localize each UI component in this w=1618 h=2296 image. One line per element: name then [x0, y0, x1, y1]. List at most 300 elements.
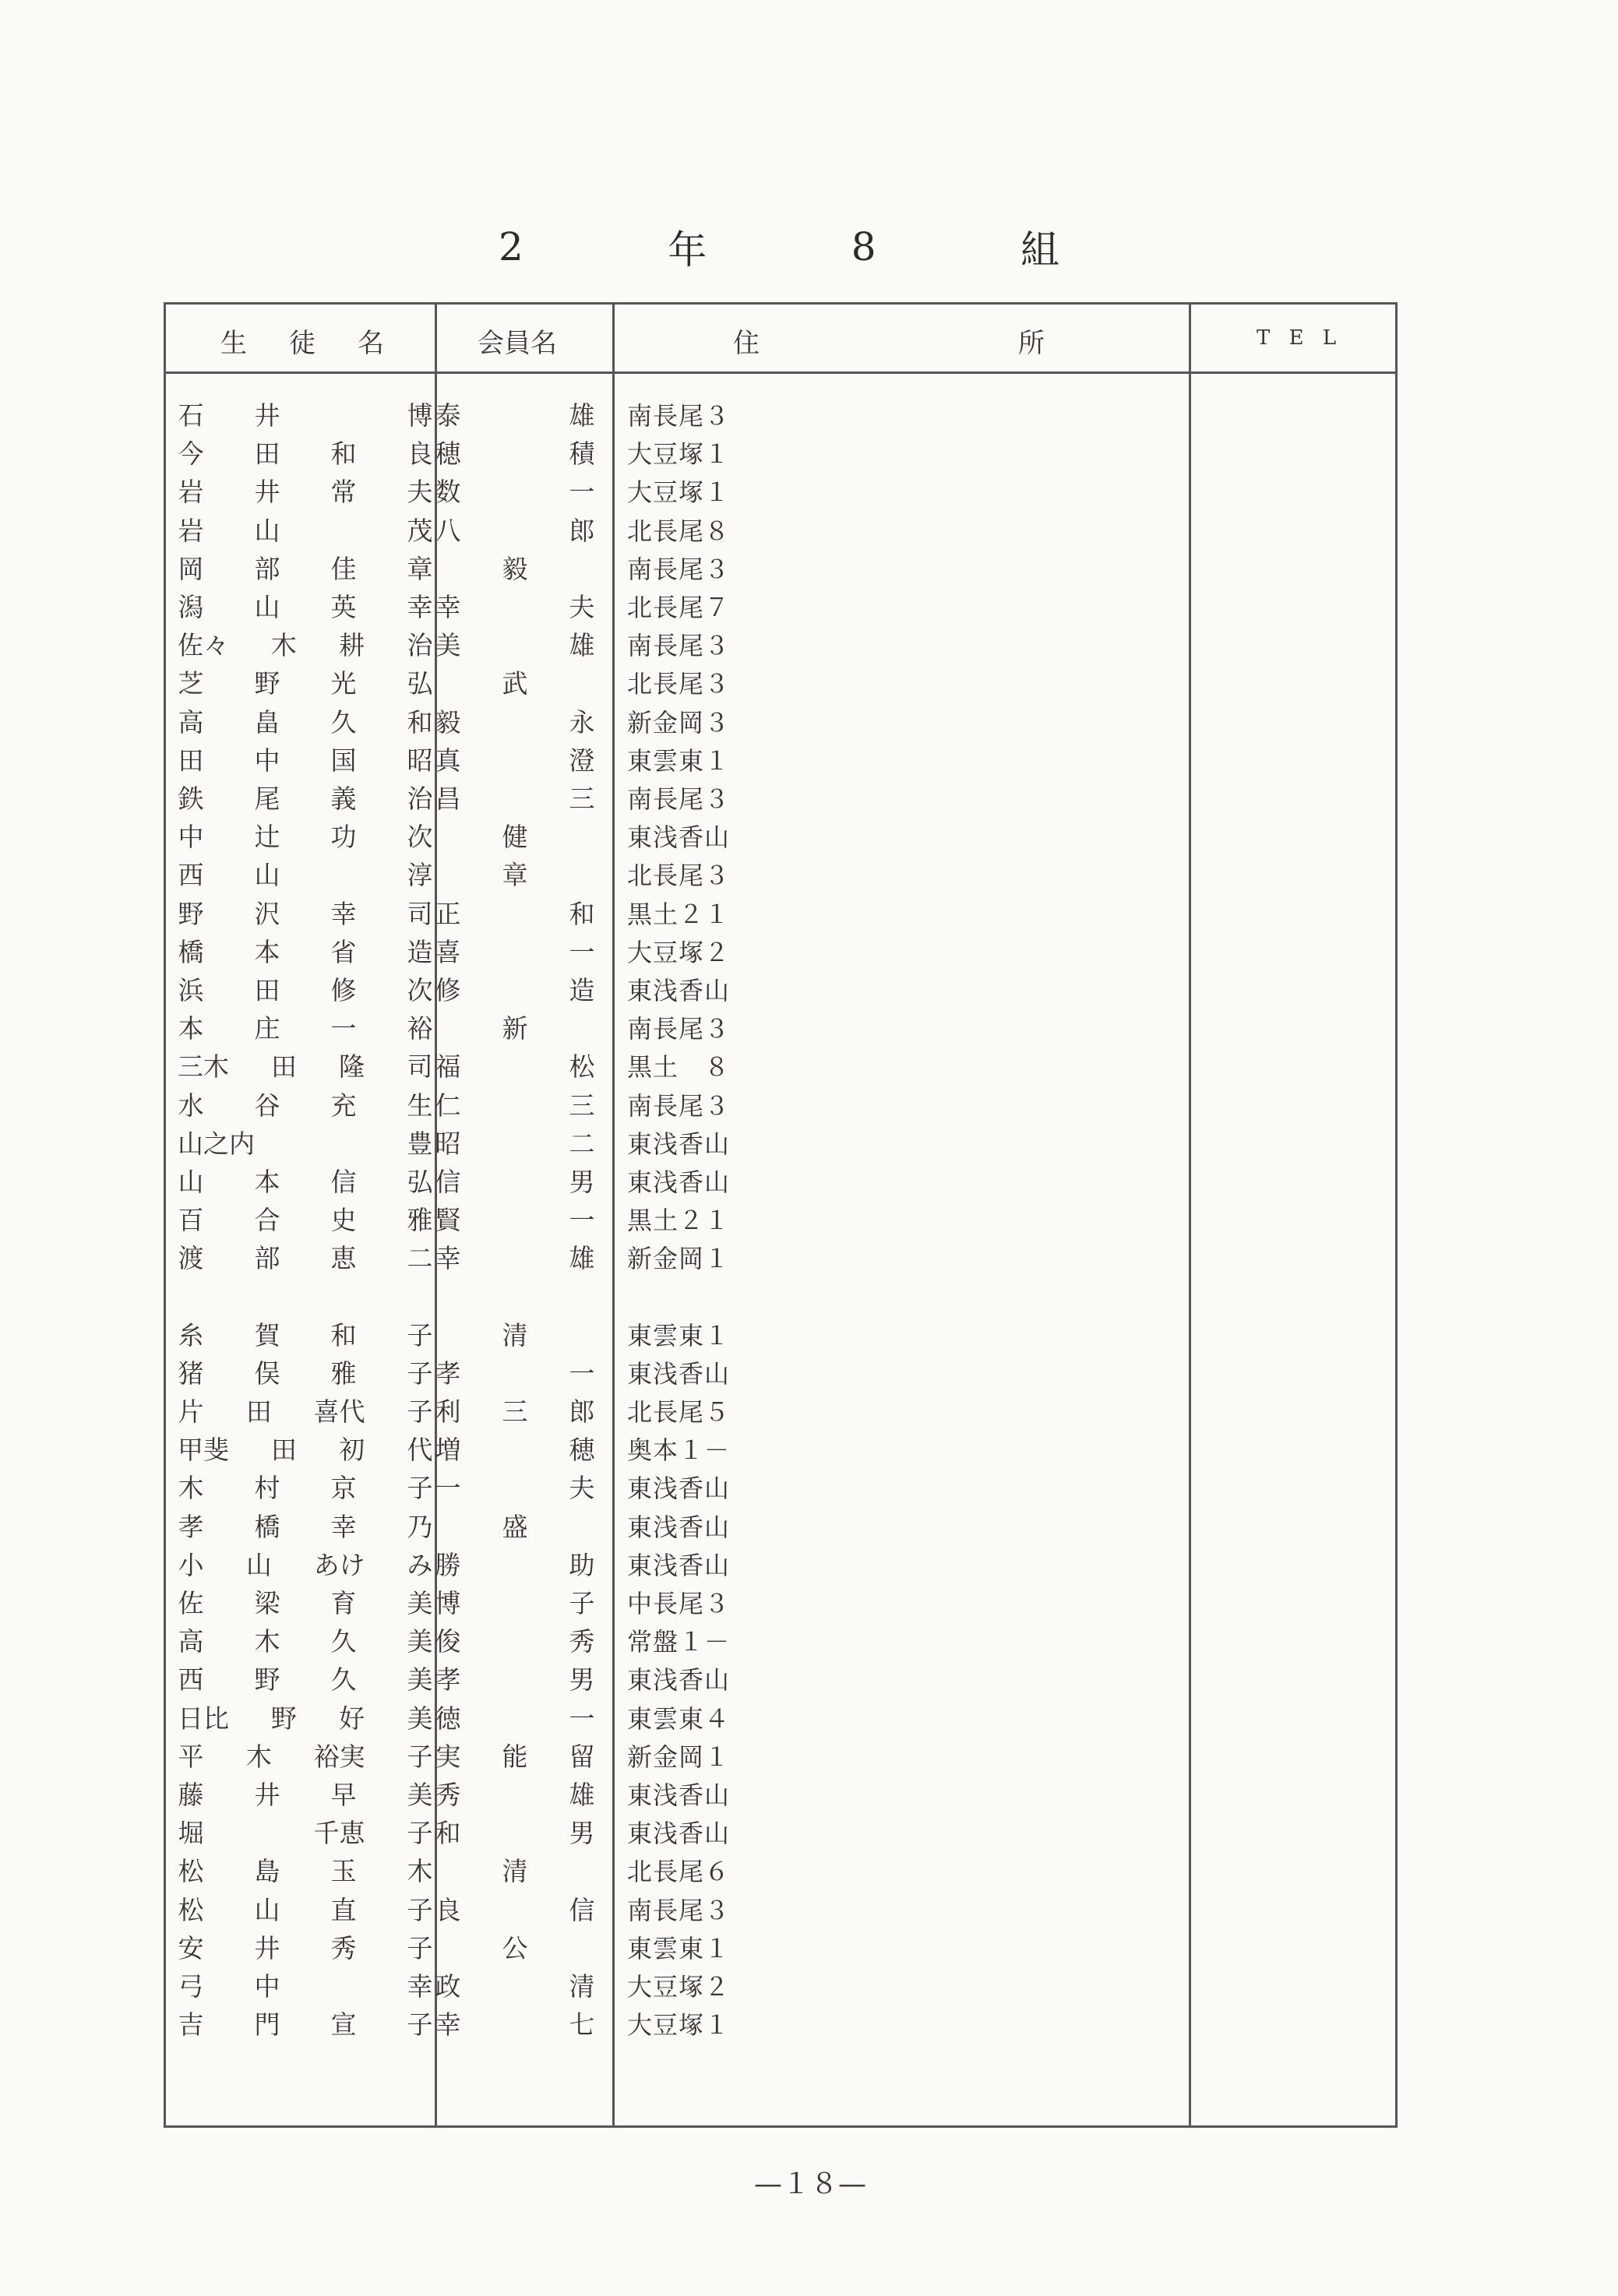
name-part: 義: [330, 784, 357, 814]
name-part: 井: [254, 400, 280, 431]
name-part: 毅: [435, 706, 461, 738]
name-part: [502, 974, 528, 1008]
name-part: 代: [407, 1435, 433, 1466]
student-name: [178, 475, 433, 509]
name-part: 助: [569, 1549, 595, 1580]
student-name: [178, 897, 433, 931]
name-part: 辻: [254, 822, 280, 853]
name-part: 生: [407, 1090, 433, 1121]
member-name: [435, 1548, 595, 1583]
name-part: 子: [407, 1319, 433, 1350]
member-name: [435, 1970, 595, 2004]
address: 東雲東１: [627, 745, 731, 776]
name-part: [502, 629, 528, 663]
address: 北長尾７: [627, 593, 731, 622]
name-part: 治: [407, 784, 433, 814]
member-name: [435, 399, 595, 433]
member-name: [435, 1932, 595, 1966]
name-part: 吉: [178, 2009, 204, 2041]
name-part: 堀: [178, 1818, 204, 1849]
name-part: 初: [339, 1435, 365, 1466]
address: 東浅香山: [627, 1550, 731, 1580]
name-part: 郎: [569, 515, 595, 546]
name-part: 清: [502, 1856, 528, 1887]
name-part: 男: [569, 1664, 595, 1696]
name-part: [569, 1510, 595, 1544]
name-part: 木: [178, 1473, 204, 1504]
name-part: 三木: [178, 1051, 229, 1083]
name-part: 庄: [254, 1013, 280, 1044]
name-part: 俊: [435, 1626, 461, 1657]
name-part: 博: [435, 1588, 461, 1618]
address: 南長尾３: [627, 554, 731, 584]
name-part: 司: [407, 1051, 433, 1083]
address: 東浅香山: [627, 1780, 731, 1810]
name-part: 幸: [330, 898, 357, 929]
name-part: 久: [330, 1664, 357, 1696]
name-part: 美: [407, 1780, 433, 1810]
name-part: [502, 437, 528, 471]
name-part: [569, 858, 595, 893]
name-part: 山: [254, 515, 280, 546]
member-name: [435, 1203, 595, 1238]
name-part: [435, 1012, 461, 1046]
student-name: [178, 1471, 433, 1505]
name-part: 野: [178, 898, 204, 929]
name-part: 島: [254, 1856, 280, 1887]
name-part: 武: [502, 668, 528, 699]
name-part: 西: [178, 1664, 204, 1696]
name-part: 好: [339, 1703, 365, 1734]
name-part: 木: [245, 1741, 272, 1772]
name-part: 子: [407, 1358, 433, 1389]
member-name: [435, 1854, 595, 1889]
member-name: [435, 1663, 595, 1697]
name-part: 橋: [254, 1511, 280, 1542]
name-part: 美: [407, 1664, 433, 1696]
name-part: 史: [330, 1205, 357, 1236]
name-part: 幸: [435, 592, 461, 622]
name-part: [569, 820, 595, 854]
name-part: [502, 1089, 528, 1123]
name-part: 清: [569, 1971, 595, 2002]
name-part: 実: [435, 1741, 461, 1772]
name-part: 章: [502, 860, 528, 891]
address: 南長尾３: [627, 631, 731, 661]
name-part: 正: [435, 898, 461, 929]
name-part: 弓: [178, 1971, 204, 2002]
name-part: 井: [254, 477, 280, 508]
name-part: [330, 1970, 357, 2004]
name-part: 章: [407, 553, 433, 584]
name-part: 部: [254, 1243, 280, 1274]
name-part: 岡: [178, 553, 204, 584]
header-divider: [166, 372, 1395, 374]
name-part: [245, 1816, 272, 1851]
student-name: [178, 1319, 433, 1353]
name-part: 山: [254, 860, 280, 891]
name-part: 山: [254, 1894, 280, 1925]
address: 南長尾３: [627, 1090, 731, 1121]
address: 東雲東１: [627, 1320, 731, 1350]
address: 大豆塚２: [627, 937, 731, 967]
student-name: [178, 514, 433, 548]
name-part: 水: [178, 1090, 204, 1121]
name-part: [435, 1932, 461, 1966]
name-part: 信: [435, 1167, 461, 1197]
name-part: 仁: [435, 1090, 461, 1121]
address: 北長尾８: [627, 516, 731, 546]
name-part: 和: [569, 898, 595, 929]
student-name: [178, 1357, 433, 1391]
name-part: 一: [569, 1358, 595, 1389]
name-part: 和: [330, 438, 357, 470]
name-part: 山: [245, 1549, 272, 1580]
name-part: 潟: [178, 592, 204, 622]
name-part: 久: [330, 1626, 357, 1657]
name-part: 孝: [435, 1358, 461, 1389]
name-part: [502, 935, 528, 970]
student-name: [178, 1893, 433, 1928]
name-part: [502, 706, 528, 740]
name-part: [435, 552, 461, 586]
name-part: 子: [407, 2009, 433, 2041]
name-part: 穂: [569, 1435, 595, 1466]
name-part: 和: [435, 1818, 461, 1849]
name-part: 中: [254, 745, 280, 776]
name-part: 門: [254, 2009, 280, 2041]
name-part: 和: [407, 706, 433, 738]
name-part: 喜: [435, 936, 461, 967]
name-part: 秀: [569, 1626, 595, 1657]
member-name: [435, 1625, 595, 1659]
name-part: 夫: [569, 1473, 595, 1504]
student-name: [178, 1433, 433, 1467]
name-part: 一: [569, 477, 595, 508]
member-name: [435, 1050, 595, 1084]
page-title: [499, 220, 1059, 274]
name-part: 木: [407, 1856, 433, 1887]
name-part: み: [407, 1549, 433, 1580]
address: 東浅香山: [627, 1167, 731, 1197]
name-part: 本: [254, 1167, 280, 1197]
name-part: 小: [178, 1549, 204, 1580]
title-char: 年: [668, 227, 707, 273]
student-name: [178, 1778, 433, 1812]
member-name: [435, 1357, 595, 1391]
student-name: [178, 590, 433, 625]
name-part: 信: [330, 1167, 357, 1197]
name-part: 積: [569, 438, 595, 470]
name-part: 松: [178, 1894, 204, 1925]
name-part: [502, 1433, 528, 1467]
name-part: 耕: [339, 630, 365, 661]
student-name: [178, 437, 433, 471]
address: 南長尾３: [627, 1014, 731, 1044]
name-part: 子: [407, 1818, 433, 1849]
student-name: [178, 1548, 433, 1583]
name-part: 中: [178, 822, 204, 853]
name-part: 裕実: [313, 1741, 365, 1772]
member-name: [435, 1893, 595, 1928]
name-part: 久: [330, 706, 357, 738]
name-part: [287, 1127, 314, 1161]
member-name: [435, 1395, 595, 1429]
name-part: 三: [502, 1396, 528, 1427]
member-name: [435, 1127, 595, 1161]
name-part: [502, 782, 528, 816]
name-part: 二: [407, 1243, 433, 1274]
name-part: 博: [407, 400, 433, 431]
member-name: [435, 858, 595, 893]
name-part: 信: [569, 1894, 595, 1925]
name-part: 裕: [407, 1013, 433, 1044]
name-part: 幸: [435, 1243, 461, 1274]
address: 東浅香山: [627, 1512, 731, 1542]
student-name: [178, 1932, 433, 1966]
name-part: 猪: [178, 1358, 204, 1389]
name-part: [569, 1854, 595, 1889]
address: 南長尾３: [627, 784, 731, 814]
name-part: [569, 1319, 595, 1353]
name-part: 省: [330, 936, 357, 967]
name-part: 平: [178, 1741, 204, 1772]
student-name: [178, 858, 433, 893]
name-part: 一: [569, 1205, 595, 1236]
member-name: [435, 706, 595, 740]
member-name: [435, 1778, 595, 1812]
student-name: [178, 782, 433, 816]
address: 東雲東４: [627, 1703, 731, 1734]
name-part: 松: [569, 1051, 595, 1083]
name-part: 修: [330, 975, 357, 1005]
name-part: 今: [178, 438, 204, 470]
address: 新金岡１: [627, 1244, 731, 1274]
name-part: 淳: [407, 860, 433, 891]
name-part: 夫: [569, 592, 595, 622]
name-part: 山: [254, 592, 280, 622]
student-name: [178, 667, 433, 701]
member-name: [435, 629, 595, 663]
member-name: [435, 1586, 595, 1621]
name-part: 政: [435, 1971, 461, 2002]
member-name: [435, 514, 595, 548]
name-part: 盛: [502, 1511, 528, 1542]
name-part: 井: [254, 1932, 280, 1963]
student-name: [178, 1625, 433, 1659]
name-part: 三: [569, 1090, 595, 1121]
address: 黒土２１: [627, 899, 731, 929]
name-part: [502, 1702, 528, 1736]
student-name: [178, 974, 433, 1008]
name-part: 昭: [407, 745, 433, 776]
member-name: [435, 475, 595, 509]
name-part: 秀: [435, 1780, 461, 1810]
name-part: [502, 1050, 528, 1084]
name-part: 幸: [435, 2009, 461, 2041]
name-part: 子: [407, 1932, 433, 1963]
name-part: 造: [569, 975, 595, 1005]
name-part: 孝: [435, 1664, 461, 1696]
name-part: 本: [178, 1013, 204, 1044]
address: 東浅香山: [627, 1819, 731, 1849]
address: 東浅香山: [627, 976, 731, 1005]
name-part: 谷: [254, 1090, 280, 1121]
name-part: 利: [435, 1396, 461, 1427]
name-part: 幸: [330, 1511, 357, 1542]
name-part: 藤: [178, 1780, 204, 1810]
name-part: 美: [407, 1588, 433, 1618]
address: 南長尾３: [627, 1895, 731, 1925]
name-part: [502, 1816, 528, 1851]
name-part: 弘: [407, 668, 433, 699]
name-part: 新: [502, 1013, 528, 1044]
student-name: [178, 2008, 433, 2042]
name-part: 佐々: [178, 630, 229, 661]
name-part: 留: [569, 1741, 595, 1772]
member-name: [435, 1702, 595, 1736]
name-part: [502, 590, 528, 625]
name-part: 一: [330, 1013, 357, 1044]
name-part: 田: [254, 975, 280, 1005]
name-part: 清: [502, 1319, 528, 1350]
name-part: 七: [569, 2009, 595, 2041]
name-part: 穂: [435, 438, 461, 470]
name-part: 賀: [254, 1319, 280, 1350]
name-part: 直: [330, 1894, 357, 1925]
address: 新金岡１: [627, 1741, 731, 1772]
name-part: 玉: [330, 1856, 357, 1887]
student-name: [178, 1395, 433, 1429]
member-name: [435, 1165, 595, 1199]
address: 中長尾３: [627, 1589, 731, 1618]
name-part: 喜代: [313, 1396, 365, 1427]
name-part: [502, 897, 528, 931]
name-part: [502, 1548, 528, 1583]
name-part: 雄: [569, 400, 595, 431]
name-part: 浜: [178, 975, 204, 1005]
name-part: 田: [254, 438, 280, 470]
student-name: [178, 820, 433, 854]
address: 南長尾３: [627, 401, 731, 431]
name-part: 鉄: [178, 784, 204, 814]
name-part: 木: [254, 1626, 280, 1657]
member-name: [435, 552, 595, 586]
name-part: 一: [569, 1703, 595, 1734]
name-part: [435, 858, 461, 893]
name-part: 八: [435, 515, 461, 546]
name-part: [502, 2008, 528, 2042]
name-part: 雅: [407, 1205, 433, 1236]
name-part: 子: [407, 1396, 433, 1427]
member-name: [435, 1241, 595, 1276]
member-name: [435, 782, 595, 816]
name-part: 男: [569, 1818, 595, 1849]
name-part: [502, 1165, 528, 1199]
student-name: [178, 399, 433, 433]
name-part: 二: [569, 1128, 595, 1159]
name-part: [502, 1203, 528, 1238]
name-part: [435, 1319, 461, 1353]
name-part: 美: [435, 630, 461, 661]
name-part: 国: [330, 745, 357, 776]
title-char: 組: [1020, 227, 1059, 273]
name-part: 芝: [178, 668, 204, 699]
student-name: [178, 1740, 433, 1774]
name-part: 次: [407, 975, 433, 1005]
name-part: 充: [330, 1090, 357, 1121]
name-part: 和: [330, 1319, 357, 1350]
name-part: 乃: [407, 1511, 433, 1542]
name-part: [435, 1854, 461, 1889]
member-name: [435, 1816, 595, 1851]
name-part: 光: [330, 668, 357, 699]
name-part: 隆: [339, 1051, 365, 1083]
name-part: 田: [245, 1396, 272, 1427]
name-part: 野: [254, 1664, 280, 1696]
header-address: 住 所: [733, 328, 1045, 359]
student-name: [178, 1702, 433, 1736]
member-name: [435, 744, 595, 778]
student-name: [178, 1050, 433, 1084]
name-part: [435, 820, 461, 854]
name-part: 早: [330, 1780, 357, 1810]
name-part: 高: [178, 1626, 204, 1657]
name-part: 昭: [435, 1128, 461, 1159]
name-part: [330, 858, 357, 893]
member-name: [435, 667, 595, 701]
student-name: [178, 935, 433, 970]
name-part: 畠: [254, 706, 280, 738]
name-part: [435, 667, 461, 701]
address: 東浅香山: [627, 1129, 731, 1159]
name-part: 良: [435, 1894, 461, 1925]
member-name: [435, 974, 595, 1008]
header-student-name: 生 徒 名: [220, 328, 384, 359]
name-part: 恵: [330, 1243, 357, 1274]
name-part: [502, 1625, 528, 1659]
name-part: 雅: [330, 1358, 357, 1389]
name-part: 三: [569, 784, 595, 814]
name-part: 糸: [178, 1319, 204, 1350]
name-part: [502, 514, 528, 548]
address: 北長尾３: [627, 669, 731, 699]
member-name: [435, 2008, 595, 2042]
name-part: 健: [502, 822, 528, 853]
name-part: 次: [407, 822, 433, 853]
address: 北長尾５: [627, 1397, 731, 1427]
name-part: 弘: [407, 1167, 433, 1197]
name-part: 美: [407, 1703, 433, 1734]
name-part: 毅: [502, 553, 528, 584]
address: 大豆塚２: [627, 1972, 731, 2002]
name-part: 福: [435, 1051, 461, 1083]
name-part: [502, 1778, 528, 1812]
name-part: 郎: [569, 1396, 595, 1427]
name-part: 尾: [254, 784, 280, 814]
name-part: 高: [178, 706, 204, 738]
address: 大豆塚１: [627, 2010, 731, 2041]
page-number: —１８—: [753, 2168, 866, 2200]
name-part: 野: [270, 1703, 297, 1734]
student-name: [178, 1586, 433, 1621]
student-name: [178, 744, 433, 778]
name-part: 造: [407, 936, 433, 967]
name-part: あけ: [313, 1549, 365, 1580]
name-part: 橋: [178, 936, 204, 967]
name-part: 千恵: [313, 1818, 365, 1849]
name-part: 孝: [178, 1511, 204, 1542]
